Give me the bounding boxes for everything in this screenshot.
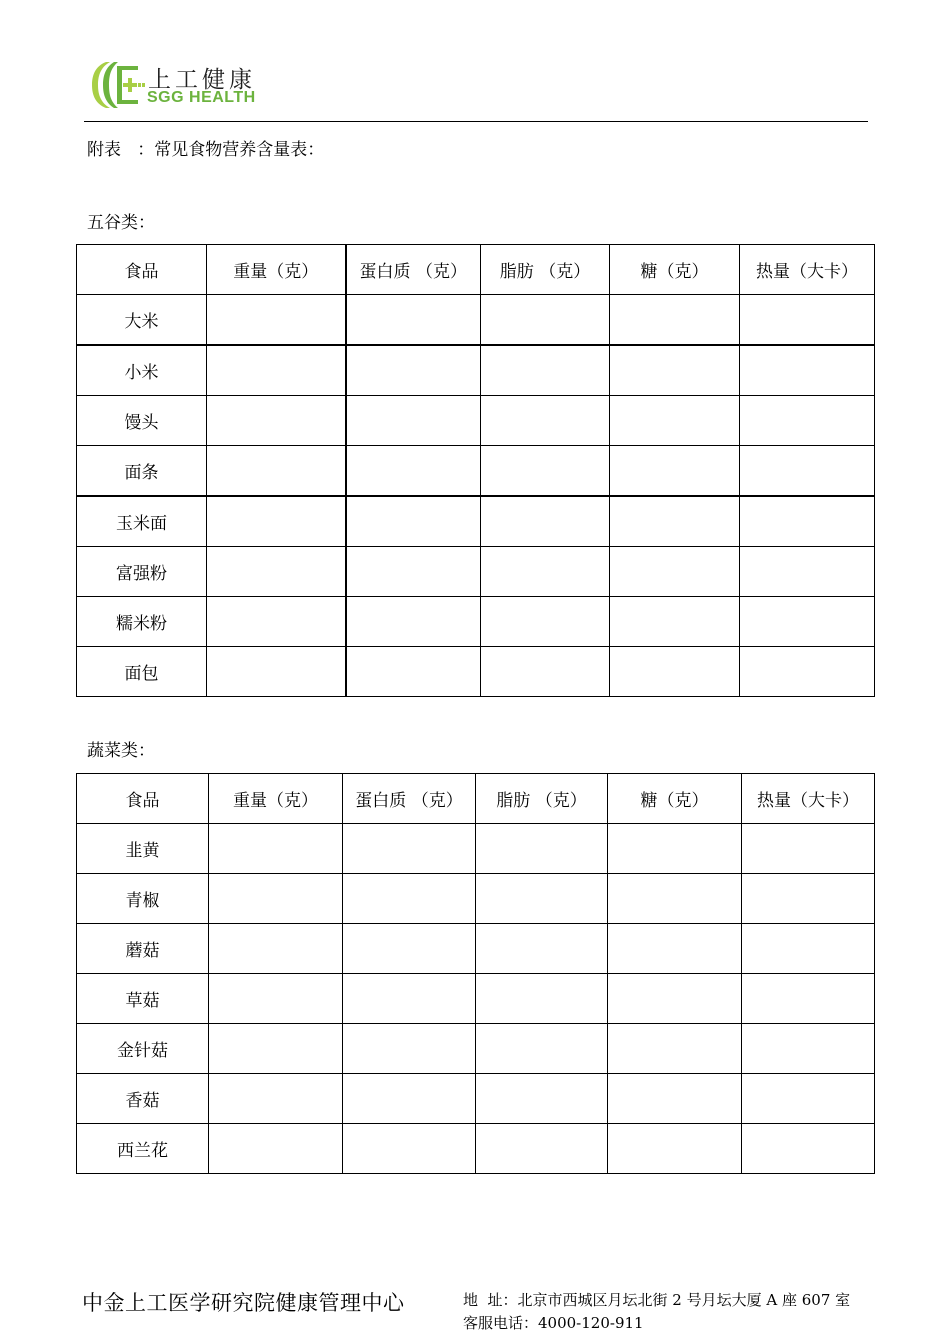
table-cell[interactable] <box>207 345 346 396</box>
food-name: 金针菇 <box>77 1024 209 1074</box>
table-cell[interactable] <box>608 1024 742 1074</box>
food-name: 玉米面 <box>77 496 207 547</box>
table-cell[interactable] <box>476 874 608 924</box>
table-cell[interactable] <box>476 1124 608 1174</box>
table-cell[interactable] <box>481 446 610 497</box>
table-cell[interactable] <box>742 924 875 974</box>
table-cell[interactable] <box>608 874 742 924</box>
column-header: 食品 <box>77 245 207 295</box>
table-row <box>77 924 875 974</box>
table-cell[interactable] <box>740 597 875 647</box>
table-cell[interactable] <box>608 974 742 1024</box>
table-cell[interactable] <box>346 597 481 647</box>
table-cell[interactable] <box>476 824 608 874</box>
table-cell[interactable] <box>207 597 346 647</box>
table-cell[interactable] <box>742 874 875 924</box>
table-cell[interactable] <box>343 1124 476 1174</box>
table-cell[interactable] <box>476 974 608 1024</box>
table-cell[interactable] <box>481 496 610 547</box>
table-cell[interactable] <box>209 874 343 924</box>
table-cell[interactable] <box>610 396 740 446</box>
table-cell[interactable] <box>343 1024 476 1074</box>
table-cell[interactable] <box>740 345 875 396</box>
brand-name-en: SGG HEALTH <box>147 89 256 106</box>
table-cell[interactable] <box>209 1074 343 1124</box>
table-cell[interactable] <box>740 647 875 697</box>
food-name: 大米 <box>77 295 207 346</box>
table-cell[interactable] <box>343 824 476 874</box>
table-cell[interactable] <box>346 396 481 446</box>
grain-nutrition-table <box>76 244 875 697</box>
table-cell[interactable] <box>481 647 610 697</box>
table-cell[interactable] <box>481 295 610 346</box>
table-cell[interactable] <box>740 446 875 497</box>
header-divider <box>84 121 868 122</box>
food-name: 青椒 <box>77 874 209 924</box>
table-cell[interactable] <box>610 597 740 647</box>
column-header: 糖（克） <box>610 245 740 295</box>
table-row <box>77 295 875 346</box>
table-cell[interactable] <box>209 924 343 974</box>
table-cell[interactable] <box>209 1024 343 1074</box>
table-cell[interactable] <box>346 295 481 346</box>
table-cell[interactable] <box>742 1124 875 1174</box>
food-name: 糯米粉 <box>77 597 207 647</box>
column-header: 重量（克） <box>209 774 343 824</box>
table-row <box>77 874 875 924</box>
table-row <box>77 345 875 396</box>
table-cell[interactable] <box>481 396 610 446</box>
table-cell[interactable] <box>343 974 476 1024</box>
table-cell[interactable] <box>209 824 343 874</box>
table-cell[interactable] <box>343 1074 476 1124</box>
table-cell[interactable] <box>207 396 346 446</box>
table-cell[interactable] <box>207 496 346 547</box>
table-row <box>77 1024 875 1074</box>
table-cell[interactable] <box>608 1124 742 1174</box>
table-row <box>77 974 875 1024</box>
table-row <box>77 547 875 597</box>
footer-phone: 客服电话：4000-120-911 <box>463 1314 644 1332</box>
table-cell[interactable] <box>346 496 481 547</box>
table-cell[interactable] <box>740 496 875 547</box>
table-cell[interactable] <box>476 1024 608 1074</box>
column-header: 脂肪 （克） <box>481 245 610 295</box>
table-cell[interactable] <box>610 295 740 346</box>
table-cell[interactable] <box>343 924 476 974</box>
table-cell[interactable] <box>343 874 476 924</box>
table-cell[interactable] <box>610 446 740 497</box>
column-header: 脂肪 （克） <box>476 774 608 824</box>
brand-name-cn: 上工健康 <box>148 67 256 93</box>
table-cell[interactable] <box>610 547 740 597</box>
table-cell[interactable] <box>742 824 875 874</box>
food-name: 面条 <box>77 446 207 497</box>
food-name: 韭黄 <box>77 824 209 874</box>
table-cell[interactable] <box>740 547 875 597</box>
table-row <box>77 446 875 497</box>
table-cell[interactable] <box>346 446 481 497</box>
table-cell[interactable] <box>346 345 481 396</box>
table-cell[interactable] <box>610 647 740 697</box>
table-row <box>77 396 875 446</box>
food-name: 草菇 <box>77 974 209 1024</box>
footer-organization: 中金上工医学研究院健康管理中心 <box>82 1291 405 1315</box>
column-header: 蛋白质 （克） <box>346 245 481 295</box>
table-cell[interactable] <box>476 924 608 974</box>
table-cell[interactable] <box>481 597 610 647</box>
table-cell[interactable] <box>608 924 742 974</box>
food-name: 香菇 <box>77 1074 209 1124</box>
table-cell[interactable] <box>209 1124 343 1174</box>
table-cell[interactable] <box>610 496 740 547</box>
section-heading: 五谷类： <box>87 213 155 233</box>
table-header-row <box>77 774 875 824</box>
column-header: 食品 <box>77 774 209 824</box>
column-header: 热量（大卡） <box>742 774 875 824</box>
table-cell[interactable] <box>742 974 875 1024</box>
table-row <box>77 496 875 547</box>
table-cell[interactable] <box>476 1074 608 1124</box>
table-header-row <box>77 245 875 295</box>
table-cell[interactable] <box>207 295 346 346</box>
food-name: 小米 <box>77 345 207 396</box>
table-cell[interactable] <box>207 547 346 597</box>
table-cell[interactable] <box>346 647 481 697</box>
food-name: 馒头 <box>77 396 207 446</box>
table-row <box>77 597 875 647</box>
food-name: 面包 <box>77 647 207 697</box>
vegetable-nutrition-table <box>76 773 875 1174</box>
page-title <box>87 135 324 160</box>
table-cell[interactable] <box>610 345 740 396</box>
table-cell[interactable] <box>207 446 346 497</box>
food-name: 西兰花 <box>77 1124 209 1174</box>
section-heading: 蔬菜类： <box>87 741 155 761</box>
food-name: 富强粉 <box>77 547 207 597</box>
table-cell[interactable] <box>207 647 346 697</box>
footer-address: 地 址：北京市西城区月坛北街 2 号月坛大厦 A 座 607 室 <box>463 1291 851 1309</box>
table-cell[interactable] <box>481 345 610 396</box>
table-cell[interactable] <box>742 1024 875 1074</box>
sgg-logo-mark-icon <box>90 60 146 110</box>
table-row <box>77 824 875 874</box>
title-text: ：常见食物营养含量表： <box>137 140 325 160</box>
table-cell[interactable] <box>209 974 343 1024</box>
column-header: 蛋白质 （克） <box>343 774 476 824</box>
table-row <box>77 647 875 697</box>
title-label: 附表 <box>87 140 121 160</box>
table-cell[interactable] <box>740 396 875 446</box>
table-cell[interactable] <box>346 547 481 597</box>
table-cell[interactable] <box>742 1074 875 1124</box>
food-name: 蘑菇 <box>77 924 209 974</box>
table-cell[interactable] <box>608 824 742 874</box>
column-header: 重量（克） <box>207 245 346 295</box>
column-header: 热量（大卡） <box>740 245 875 295</box>
table-cell[interactable] <box>740 295 875 346</box>
table-cell[interactable] <box>608 1074 742 1124</box>
logo <box>90 60 275 112</box>
column-header: 糖（克） <box>608 774 742 824</box>
table-cell[interactable] <box>481 547 610 597</box>
table-row <box>77 1074 875 1124</box>
table-row <box>77 1124 875 1174</box>
